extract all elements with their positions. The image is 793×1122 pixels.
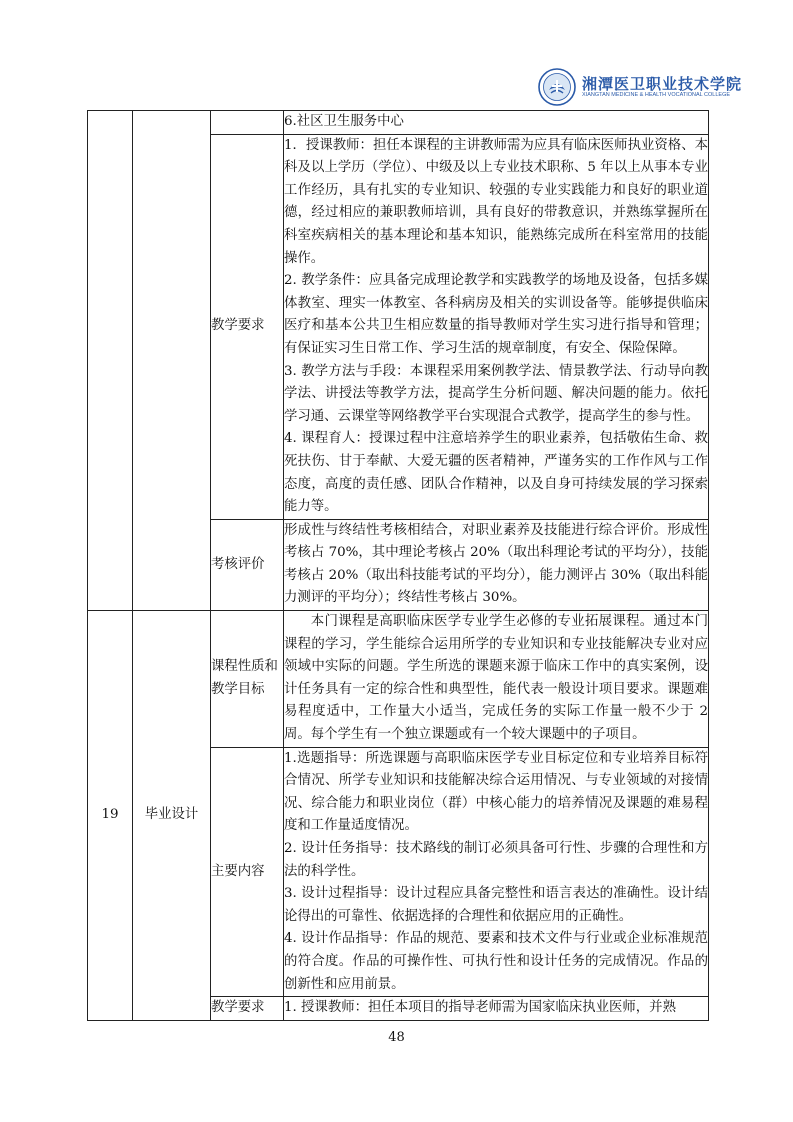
list-item: 4. 课程育人：授课过程中注意培养学生的职业素养，包括敬佑生命、救死扶伤、甘于奉献、大爱无疆的医者精神，严谨务实的工作作风与工作态度，高度的责任感、团队合作精神，以及自身可持续发展的学习探索能力等。 — [284, 431, 708, 515]
teaching-label: 教学要求 — [211, 997, 284, 1021]
list-item: 2. 教学条件：应具备完成理论教学和实践教学的场地及设备，包括多媒体教室、理实一体教室、各科病房及相关的实训设备等。能够提供临床医疗和基本公共卫生相应数量的指导教师对学生实习进行指导和管理；有保证实习生日常工作、学习生活的规章制度，有安全、保险保障。 — [284, 273, 708, 356]
main-content — [284, 747, 709, 997]
course-name: 毕业设计 — [133, 611, 211, 1021]
table-row — [88, 111, 709, 135]
list-item: 2. 设计任务指导：技术路线的制订必须具备可行性、步骤的合理性和方法的科学性。 — [284, 841, 708, 879]
teaching-requirements-content — [284, 134, 709, 519]
course-table — [87, 110, 709, 1021]
prev-label-cell — [211, 111, 284, 135]
school-name-en: XIANGTAN MEDICINE & HEALTH VOCATIONAL COLLEGE — [582, 92, 731, 99]
school-logo — [538, 66, 743, 108]
school-seal-icon — [538, 68, 576, 106]
assessment-content: 形成性与终结性考核相结合，对职业素养及技能进行综合评价。形成性考核占 70%，其中理论考核占 20%（取出科理论考试的平均分），技能考核占 20%（取出科技能考试的平均分），能力测评占 30%（取出科能力测评的平均分）；终结性考核占 30%。 — [284, 519, 709, 610]
nature-content: 本门课程是高职临床医学专业学生必修的专业拓展课程。通过本门课程的学习，学生能综合运用所学的专业知识和专业技能解决专业对应领域中实际的问题。学生所选的课题来源于临床工作中的真实案例，设计任务具有一定的综合性和典型性，能代表一般设计项目要求。课题难易程度适中，工作量大小适当，完成任务的实际工作量一般不少于 2 周。每个学生有一个独立课题或有一个较大课题中的子项目。 — [284, 611, 709, 748]
prev-name-cell — [133, 111, 211, 611]
list-item: 1.选题指导：所选课题与高职临床医学专业目标定位和专业培养目标符合情况、所学专业知识和技能解决综合运用情况、与专业领域的对接情况、综合能力和职业岗位（群）中核心能力的培养情况及课题的难易程度和工作量适度情况。 — [284, 750, 708, 834]
list-item: 1．授课教师：担任本课程的主讲教师需为应具有临床医师执业资格、本科及以上学历（学位）、中级及以上专业技术职称、5 年以上从事本专业工作经历，具有扎实的专业知识、较强的专业实践能力和良好的职业道德，经过相应的兼职教师培训，具有良好的带教意识，并熟练掌握所在科室疾病相关的基本理论和基本知识，能熟练完成所在科室常用的技能操作。 — [284, 137, 708, 266]
list-item: 3. 设计过程指导：设计过程应具备完整性和语言表达的准确性。设计结论得出的可靠性、依据选择的合理性和依据应用的正确性。 — [284, 886, 708, 924]
teaching-requirements-label: 教学要求 — [211, 134, 284, 519]
assessment-label: 考核评价 — [211, 519, 284, 610]
table-row — [88, 611, 709, 748]
teaching-content: 1. 授课教师：担任本项目的指导老师需为国家临床执业医师，并熟 — [284, 997, 709, 1021]
prev-number-cell — [88, 111, 133, 611]
list-item: 4. 设计作品指导：作品的规范、要素和技术文件与行业或企业标准规范的符合度。作品的可操作性、可执行性和设计任务的完成情况。作品的创新性和应用前景。 — [284, 931, 708, 992]
course-number: 19 — [88, 611, 133, 1021]
main-content-label: 主要内容 — [211, 747, 284, 997]
nature-label: 课程性质和教学目标 — [211, 611, 284, 748]
list-item: 3. 教学方法与手段：本课程采用案例教学法、情景教学法、行动导向教学法、讲授法等教学方法，提高学生分析问题、解决问题的能力。依托学习通、云课堂等网络教学平台实现混合式教学，提高学生的参与性。 — [284, 363, 708, 424]
resource-tail: 6.社区卫生服务中心 — [284, 111, 709, 135]
school-name-cn: 湘潭医卫职业技术学院 — [582, 74, 743, 93]
page-number: 48 — [388, 1030, 405, 1045]
